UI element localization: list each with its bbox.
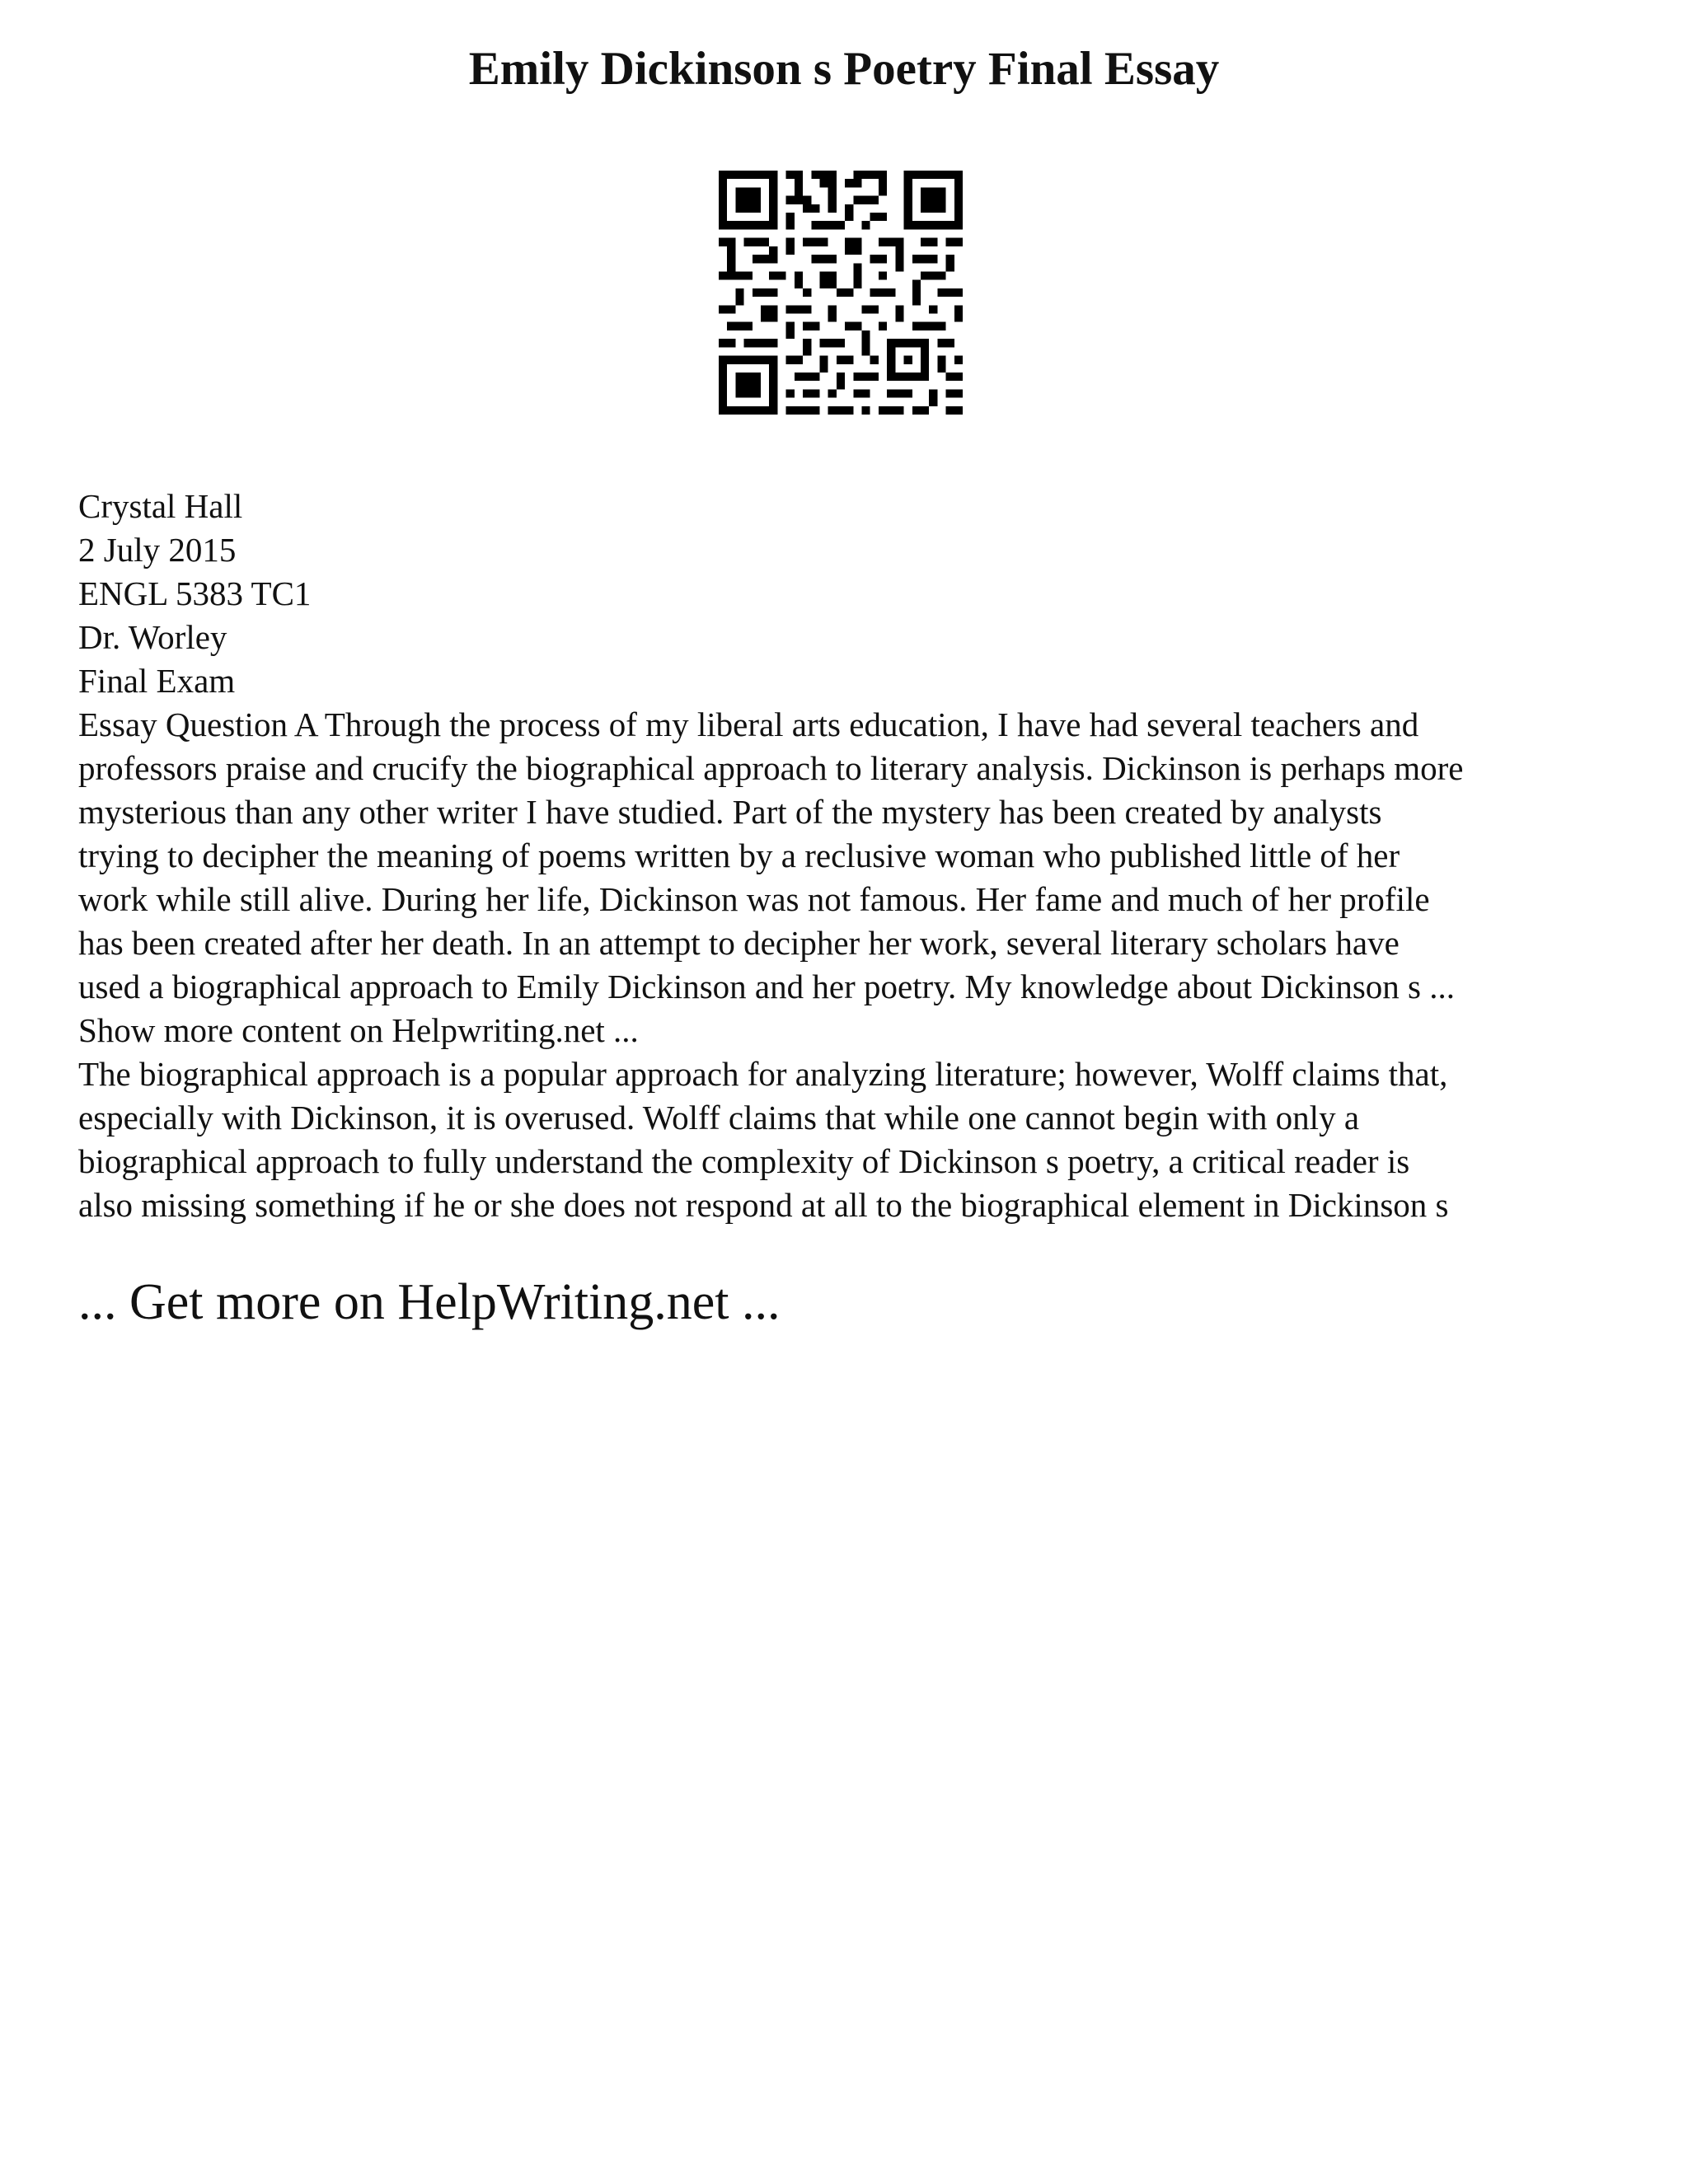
assignment-name: Final Exam <box>78 662 236 700</box>
paragraph-2-line: The biographical approach is a popular approach for analyzing literature; however, Wolff claims that, <box>78 1055 1448 1093</box>
get-more-link[interactable]: ... Get more on HelpWriting.net ... <box>78 1274 781 1330</box>
paragraph-2-line: especially with Dickinson, it is overused. Wolff claims that while one cannot begin with only a <box>78 1099 1360 1137</box>
course-code: ENGL 5383 TC1 <box>78 574 312 612</box>
instructor-name: Dr. Worley <box>78 618 227 656</box>
page-title: Emily Dickinson s Poetry Final Essay <box>468 43 1220 95</box>
paragraph-1-line: trying to decipher the meaning of poems written by a reclusive woman who published little of her <box>78 837 1400 874</box>
author-name: Crystal Hall <box>78 487 243 525</box>
qr-code-icon <box>719 171 963 415</box>
paragraph-1-line: used a biographical approach to Emily Dickinson and her poetry. My knowledge about Dickinson s ... <box>78 968 1455 1005</box>
paragraph-1-line: has been created after her death. In an attempt to decipher her work, several literary scholars have <box>78 924 1400 962</box>
essay-body <box>78 703 1620 1227</box>
paragraph-2-line: also missing something if he or she does not respond at all to the biographical element in Dickinson s <box>78 1186 1449 1224</box>
paragraph-2 <box>78 1052 1620 1227</box>
paragraph-1-line: professors praise and crucify the biographical approach to literary analysis. Dickinson is perhaps more <box>78 749 1464 787</box>
essay-date: 2 July 2015 <box>78 531 237 569</box>
essay-header <box>78 485 1620 703</box>
show-more-link[interactable]: Show more content on Helpwriting.net ... <box>78 1011 639 1049</box>
paragraph-1-line: mysterious than any other writer I have studied. Part of the mystery has been created by analysts <box>78 793 1382 831</box>
paragraph-2-line: biographical approach to fully understand the complexity of Dickinson s poetry, a critical reader is <box>78 1142 1410 1180</box>
paragraph-1 <box>78 703 1620 1052</box>
paragraph-1-line: Essay Question A Through the process of my liberal arts education, I have had several teachers and <box>78 705 1419 743</box>
paragraph-1-line: work while still alive. During her life, Dickinson was not famous. Her fame and much of her profile <box>78 880 1430 918</box>
